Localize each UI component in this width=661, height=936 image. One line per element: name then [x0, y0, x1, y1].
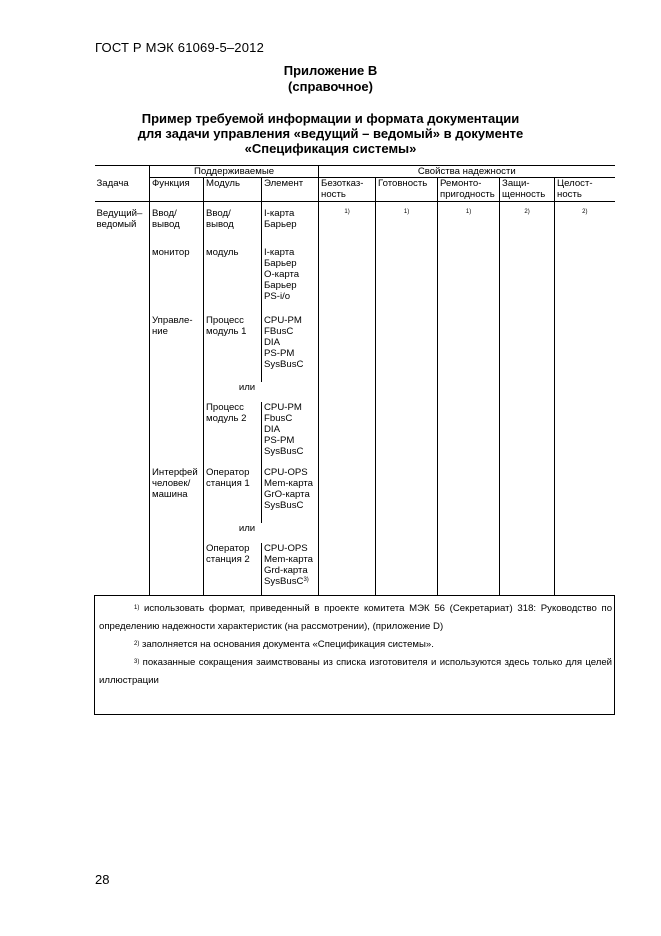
element-operator-2-sup: 3) — [303, 576, 309, 583]
module-monitor: модуль — [204, 247, 262, 302]
col-repair: Ремонто-пригодность — [438, 178, 500, 202]
mark-readiness: 1) — [403, 208, 410, 215]
module-operator-1: Оператор станция 1 — [204, 467, 262, 511]
function-io: Ввод/ вывод — [150, 208, 204, 230]
col-protect: Защи-щенность — [500, 178, 555, 202]
doc-title-line2: для задачи управления «ведущий – ведомый» в документе — [137, 126, 524, 141]
note-2 — [99, 636, 612, 654]
col-task: Задача — [95, 178, 150, 202]
module-process-1: Процесс модуль 1 — [204, 315, 262, 370]
element-operator-2: CPU-OPS Mem-карта Grd-карта SysBusC — [264, 542, 314, 587]
function-hmi: Интерфей человек/ машина — [150, 467, 204, 511]
group-reliability: Свойства надежности — [319, 166, 615, 178]
mark-repair: 1) — [465, 208, 472, 215]
mark-safety: 1) — [344, 208, 350, 215]
notes-cell — [95, 596, 615, 715]
mark-protect: 2) — [524, 208, 530, 215]
module-io: Ввод/ вывод — [204, 208, 262, 230]
note-1-mark: 1) — [134, 605, 140, 611]
page-number: 28 — [95, 872, 110, 887]
element-monitor: I-карта Барьер O-карта Барьер PS-i/o — [262, 247, 319, 302]
col-readiness: Готовность — [376, 178, 438, 202]
note-3-mark: 3) — [134, 659, 140, 665]
appendix-subtitle: (справочное) — [288, 79, 373, 94]
note-2-text: заполняется на основания документа «Спецификация системы». — [142, 639, 434, 650]
element-operator-2-cell — [262, 543, 319, 587]
col-module: Модуль — [204, 178, 262, 202]
doc-title-line1: Пример требуемой информации и формата документации — [141, 111, 520, 126]
note-3 — [99, 654, 612, 690]
function-control: Управле-ние — [150, 315, 204, 370]
or-label-2: или — [204, 523, 319, 543]
appendix-title: Приложение В — [283, 63, 378, 78]
or-label-1: или — [204, 382, 319, 402]
function-monitor: монитор — [150, 247, 204, 302]
note-1-text: использовать формат, приведенный в проекте комитета МЭК 56 (Секретариат) 318: Руководство по определению надежности характеристик (на рассмотрении), (приложение D) — [99, 603, 613, 632]
group-supported: Поддерживаемые — [150, 166, 319, 178]
note-1 — [99, 600, 612, 636]
col-element: Элемент — [262, 178, 319, 202]
col-integrity: Целост-ность — [555, 178, 615, 202]
module-operator-2: Оператор станция 2 — [204, 543, 262, 587]
task-cell: Ведущий–ведомый — [96, 207, 143, 230]
note-3-text: показанные сокращения заимствованы из списка изготовителя и используются здесь только для целей иллюстрации — [99, 657, 613, 686]
document-header: ГОСТ Р МЭК 61069-5–2012 — [95, 40, 265, 55]
col-function: Функция — [150, 178, 204, 202]
spec-table — [94, 165, 615, 715]
element-process-2: CPU-PM FbusC DIA PS-PM SysBusC — [262, 402, 319, 457]
module-process-2: Процесс модуль 2 — [204, 402, 262, 457]
element-process-1: CPU-PM FBusC DIA PS-PM SysBusC — [262, 315, 319, 370]
col-safety: Безотказ-ность — [319, 178, 376, 202]
note-2-mark: 2) — [134, 641, 140, 647]
mark-integrity: 2) — [582, 208, 588, 215]
doc-title-line3: «Спецификация системы» — [244, 141, 417, 156]
element-operator-1: CPU-OPS Mem-карта GrO-карта SysBusC — [262, 467, 319, 511]
element-io: I-карта Барьер — [262, 208, 319, 230]
